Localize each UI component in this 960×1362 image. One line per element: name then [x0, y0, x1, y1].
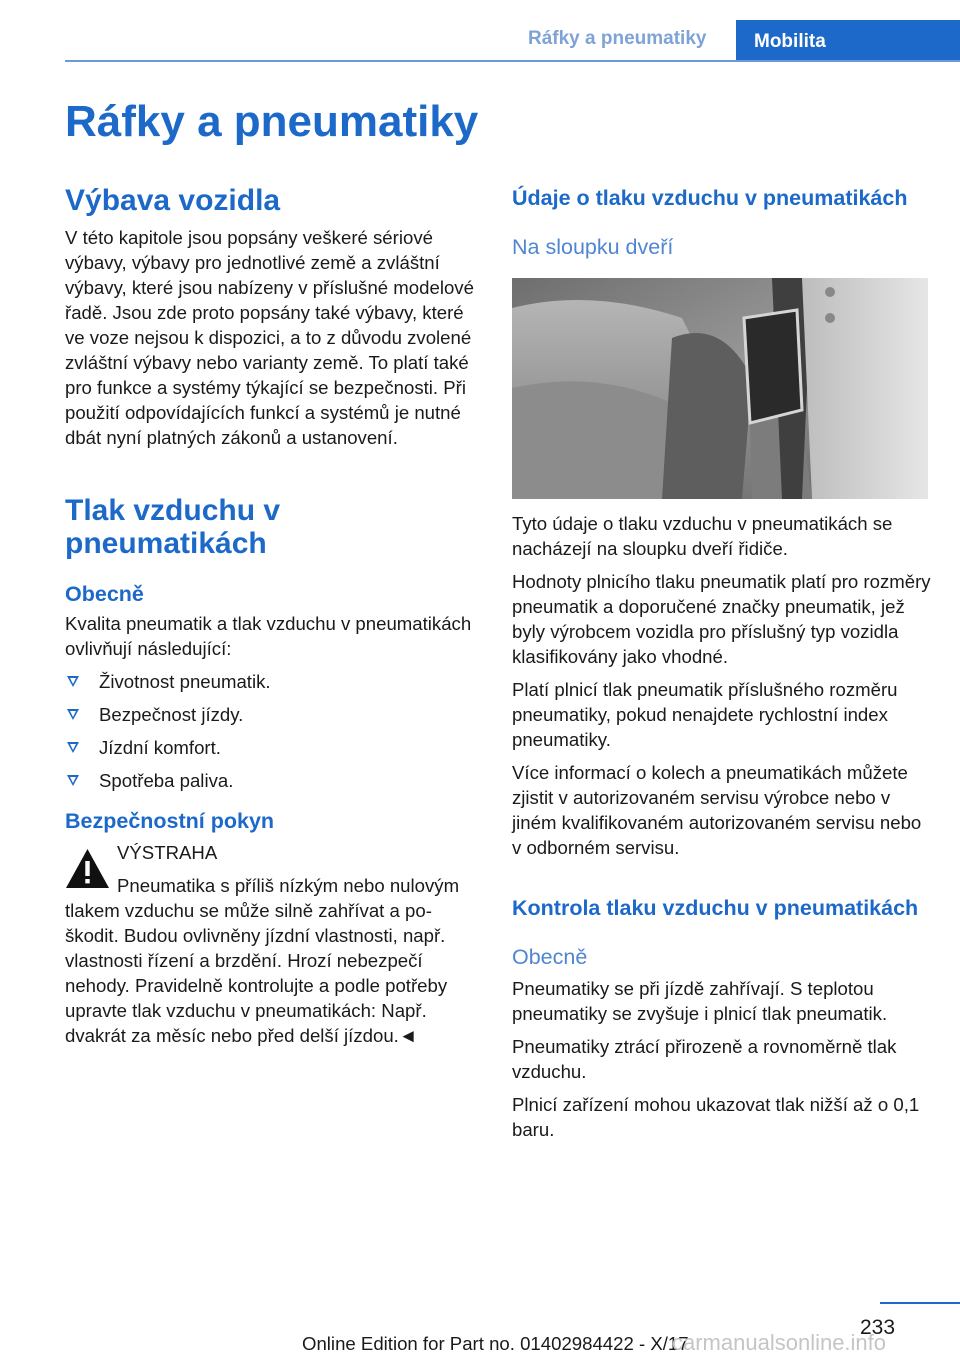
header-rule — [65, 60, 960, 62]
bullet-list — [65, 669, 479, 793]
left-column — [65, 184, 479, 1048]
list-item: Spotřeba paliva. — [65, 768, 479, 793]
heading-vybava-vozidla: Výbava vozidla — [65, 184, 281, 217]
page-title: Ráfky a pneumatiky — [65, 97, 479, 146]
bullet-triangle-icon — [67, 709, 79, 720]
heading-obecne-2: Obecně — [512, 945, 588, 969]
heading-kontrola-tlaku: Kontrola tlaku vzduchu v pneumatikách — [512, 896, 919, 920]
heading-tlak-vzduchu: Tlak vzduchu v pneumatikách — [65, 494, 281, 560]
right-column — [512, 184, 932, 1142]
edition-note: Online Edition for Part no. 01402984422 - X/17 — [302, 1333, 689, 1354]
header-tab-section: Ráfky a pneumatiky — [528, 28, 707, 49]
bullet-triangle-icon — [67, 742, 79, 753]
list-item: Bezpečnost jízdy. — [65, 702, 479, 727]
paragraph-obecne-1: Pneumatiky se při jízdě zahřívají. S teplotou pneumatiky se zvyšuje i plnicí tlak pneumatik. — [512, 978, 888, 1024]
paragraph-udaje-4: Více informací o kolech a pneumatikách můžete zjistit v autorizovaném servisu výrobce nebo v jiném kvalifikovaném autorizovaném servisu nebo v odborném servisu. — [512, 762, 922, 858]
page-number: 233 — [860, 1316, 896, 1339]
warning-block — [65, 840, 479, 1048]
warning-label: VÝSTRAHA — [117, 842, 218, 863]
paragraph-udaje-1: Tyto údaje o tlaku vzduchu v pneumatikách se nacházejí na sloupku dveří řidiče. — [512, 513, 893, 559]
paragraph-obecne-3: Plnicí zařízení mohou ukazovat tlak nižší až o 0,1 baru. — [512, 1094, 920, 1140]
footer-rule — [880, 1302, 960, 1304]
bullet-triangle-icon — [67, 676, 79, 687]
watermark: carmanualsonline.info — [672, 1330, 887, 1355]
list-item: Jízdní komfort. — [65, 735, 479, 760]
paragraph-udaje-3: Platí plnicí tlak pneumatik příslušného rozměru pneumatiky, pokud nenajdete rychlostní index pneumatiky. — [512, 679, 898, 750]
heading-bezpecnostni-pokyn: Bezpečnostní pokyn — [65, 809, 275, 833]
heading-sloupek-dveri: Na sloupku dveří — [512, 235, 674, 259]
bullet-triangle-icon — [67, 775, 79, 786]
warning-text: Pneumatika s příliš nízkým nebo nulovým tlakem vzduchu se může silně zahřívat a poškodit. Budou ovlivněny jízdní vlastnosti, např. vlastnosti řízení a brzdění. Hrozí nebezpečí nehody. Pravidelně kontrolujte a podle potřeby upravte tlak vzduchu v pneumatikách: Např. dvakrát za měsíc nebo před delší jízdou.◄ — [65, 875, 460, 1046]
door-pillar-photo — [512, 278, 928, 499]
header-tab-chapter: Mobilita — [736, 20, 960, 62]
list-item: Životnost pneumatik. — [65, 669, 479, 694]
heading-obecne: Obecně — [65, 582, 144, 606]
paragraph-obecne: Kvalita pneumatik a tlak vzduchu v pneumatikách ovlivňují následující: — [65, 613, 472, 659]
heading-udaje-tlak: Údaje o tlaku vzduchu v pneumatikách — [512, 186, 908, 210]
paragraph-obecne-2: Pneumatiky ztrácí přirozeně a rovnoměrně tlak vzduchu. — [512, 1036, 897, 1082]
paragraph-vybava: V této kapitole jsou popsány veškeré sériové výbavy, výbavy pro jednotlivé země a zvláštní výbavy, které jsou nabízeny v příslušné modelové řadě. Jsou zde proto popsány také výbavy, které ve voze nejsou k dispozici, a to z důvodu zvolené zvláštní výbavy nebo varianty země. To platí také pro funkce a systémy týkající se bezpečnosti. Při použití odpovídajících funkcí a systémů je nutné dbát nyní platných zákonů a ustanovení. — [65, 227, 474, 448]
paragraph-udaje-2: Hodnoty plnicího tlaku pneumatik platí pro rozměry pneumatik a doporučené značky pneumatik, jež byly výrobcem vozidla pro příslušný typ vozidla klasifikovány jako vhodné. — [512, 571, 931, 667]
warning-triangle-icon — [65, 848, 110, 890]
